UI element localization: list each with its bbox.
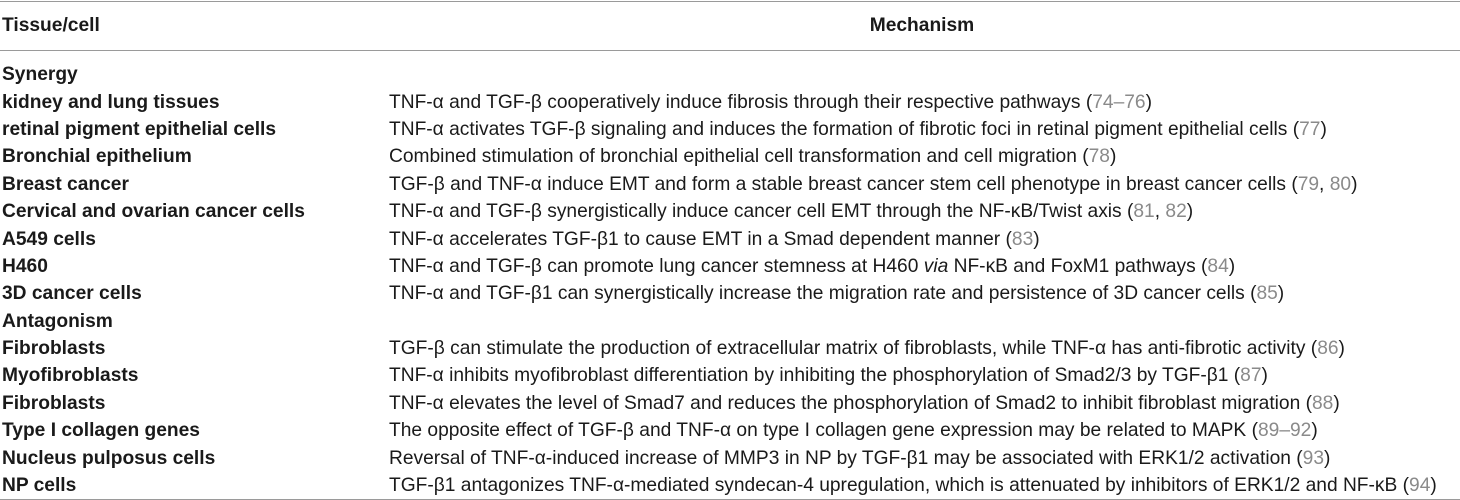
reference-link[interactable]: 81 [1133,201,1155,223]
mechanism-text: TNF-α elevates the level of Smad7 and reduces the phosphorylation of Smad2 to inhibit fibroblast migration [389,392,1301,414]
reference-list [1082,146,1116,167]
tissue-cell: Myofibroblasts [2,365,139,387]
table-row [0,89,1460,116]
reference-list [1293,119,1327,140]
reference-link[interactable]: 83 [1011,228,1034,250]
reference-link[interactable]: 77 [1299,118,1321,140]
table-row [0,226,1460,253]
reference-list [1234,365,1268,386]
reference-list [1201,256,1235,277]
tissue-cell: 3D cancer cells [2,283,142,305]
section-label: Synergy [2,64,78,86]
table-row [0,418,1460,445]
reference-link[interactable]: 74–76 [1092,91,1146,113]
table-row [0,171,1460,198]
table-row [0,472,1460,499]
reference-link[interactable]: 78 [1088,146,1110,168]
mechanism-text: TNF-α and TGF-β1 can synergistically increase the migration rate and persistence of 3D cancer cells [389,283,1245,305]
reference-list [1291,174,1357,195]
mechanism-cell [389,201,1460,223]
mechanism-cell [389,146,1460,168]
mechanism-cell [389,119,1460,141]
tissue-cell: Fibroblasts [2,338,106,360]
reference-link[interactable]: 87 [1240,365,1262,387]
mechanism-text: TGF-β and TNF-α induce EMT and form a stable breast cancer stem cell phenotype in breast cancer cells [389,173,1286,195]
section-label: Antagonism [2,310,113,332]
mechanism-text: TNF-α and TGF-β synergistically induce cancer cell EMT through the NF-κB/Twist axis [389,201,1122,223]
reference-link[interactable]: 85 [1256,283,1278,305]
table-row [0,198,1460,225]
reference-link[interactable]: 86 [1317,338,1339,360]
tissue-cell: Bronchial epithelium [2,146,192,168]
reference-link[interactable]: 94 [1409,475,1431,497]
mechanism-cell [389,229,1460,251]
mechanism-text: TGF-β can stimulate the production of extracellular matrix of fibroblasts, while TNF-α has anti-fibrotic activity [389,338,1306,360]
reference-link[interactable]: 79 [1297,173,1320,195]
table-header [0,2,1460,50]
mechanism-cell [389,92,1460,114]
mechanism-text: The opposite effect of TGF-β and TNF-α on type I collagen gene expression may be related to MAPK [389,420,1247,442]
reference-link[interactable]: 88 [1312,392,1334,414]
reference-list [1252,420,1318,441]
header-rule [0,50,1460,51]
mechanism-cell [389,420,1460,442]
reference-link[interactable]: , 80 [1319,174,1351,195]
reference-link[interactable]: 84 [1207,255,1229,277]
mechanism-italic-text: via [923,255,949,277]
mechanism-cell [389,256,1460,278]
mechanism-text: TNF-α activates TGF-β signaling and induces the formation of fibrotic foci in retinal pigment epithelial cells [389,118,1288,140]
mechanism-text: TNF-α and TGF-β can promote lung cancer stemness at H460 [389,255,919,277]
reference-list [1086,92,1152,113]
table-row [0,335,1460,362]
reference-list [1006,229,1040,250]
tissue-cell: Nucleus pulposus cells [2,447,216,469]
tissue-cell: Type I collagen genes [2,420,200,442]
tissue-cell: kidney and lung tissues [2,91,220,113]
tissue-cell: Cervical and ovarian cancer cells [2,201,305,223]
mechanism-cell [389,283,1460,305]
reference-link[interactable]: , 82 [1155,201,1187,222]
table-row [0,144,1460,171]
table-body [0,62,1460,500]
reference-list [1306,393,1340,414]
reference-link[interactable]: 89–92 [1257,420,1312,442]
tissue-cell: NP cells [2,475,77,497]
table-row [0,445,1460,472]
mechanism-text: TGF-β1 antagonizes TNF-α-mediated syndecan-4 upregulation, which is attenuated by inhibitors of ERK1/2 and NF-κB [389,475,1398,497]
mechanism-text: TNF-α accelerates TGF-β1 to cause EMT in a Smad dependent manner [389,228,1001,250]
reference-list [1403,475,1437,496]
mechanism-text: TNF-α and TGF-β cooperatively induce fibrosis through their respective pathways [389,91,1081,113]
mechanism-cell [389,365,1460,387]
mechanism-cell [389,448,1460,470]
mechanism-cell [389,338,1460,360]
table-row [0,281,1460,308]
column-header-tissue: Tissue/cell [2,14,100,36]
section-row-antagonism [0,308,1460,335]
tissue-cell: Breast cancer [2,173,129,195]
reference-link[interactable]: 93 [1302,447,1325,469]
reference-list [1127,201,1193,222]
table-row [0,116,1460,143]
reference-list [1296,448,1330,469]
mechanism-text: TNF-α inhibits myofibroblast differentiation by inhibiting the phosphorylation of Smad2/3 by TGF-β1 [389,365,1229,387]
reference-list [1250,283,1284,304]
reference-list [1311,338,1345,359]
tissue-cell: retinal pigment epithelial cells [2,118,277,140]
tissue-cell: Fibroblasts [2,392,106,414]
mechanism-cell [389,174,1460,196]
table-row [0,390,1460,417]
mechanism-text: Combined stimulation of bronchial epithelial cell transformation and cell migration [389,146,1077,168]
column-header-mechanism: Mechanism [869,14,975,36]
mechanism-cell [389,475,1460,497]
tissue-cell: H460 [2,255,48,277]
tissue-cell: A549 cells [2,228,96,250]
section-row-synergy [0,62,1460,89]
table-row [0,253,1460,280]
table-row [0,363,1460,390]
mechanism-cell [389,393,1460,415]
mechanism-text: Reversal of TNF-α-induced increase of MMP3 in NP by TGF-β1 may be associated with ERK1/2 activation [389,447,1291,469]
mechanism-text-tail: NF-κB and FoxM1 pathways [953,255,1196,277]
